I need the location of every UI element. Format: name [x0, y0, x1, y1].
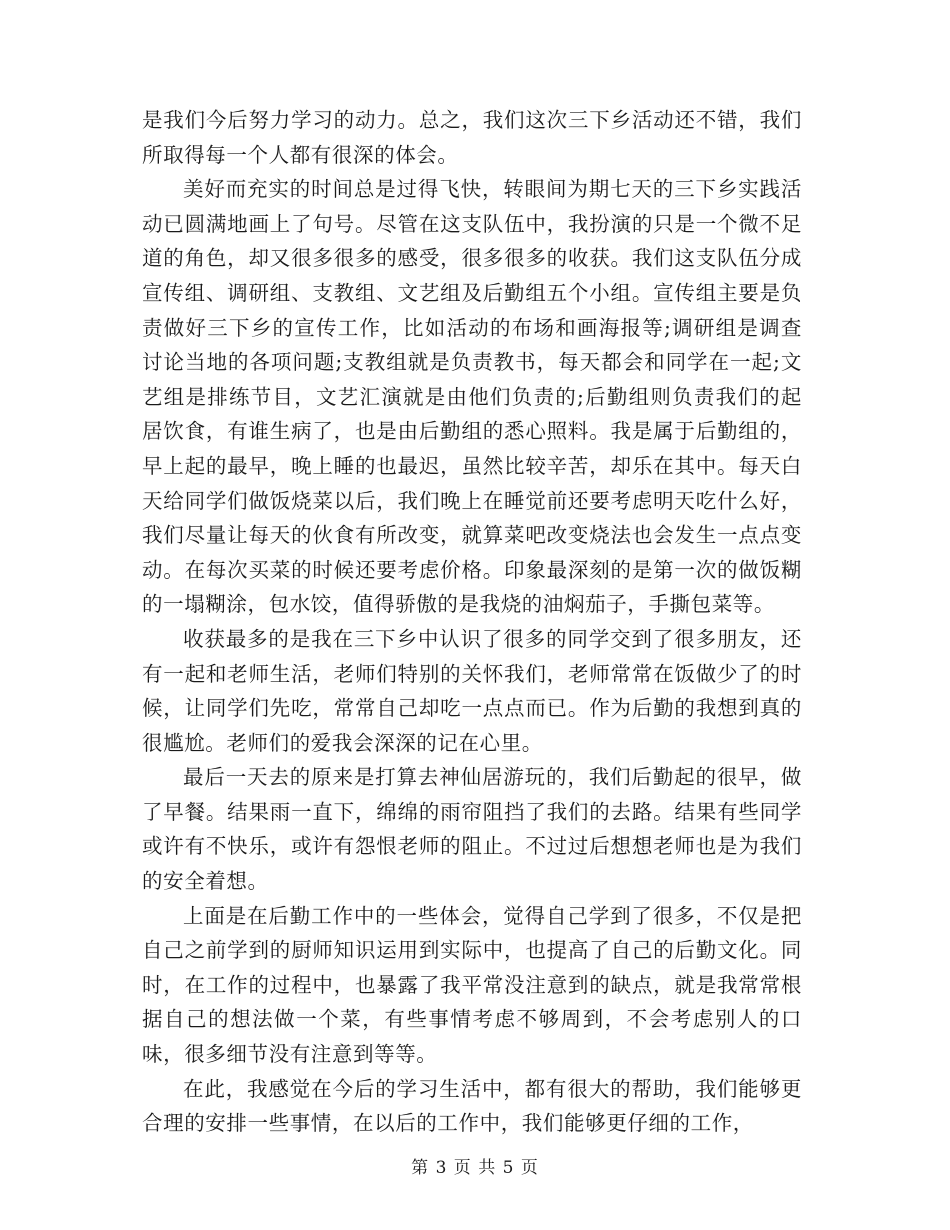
- paragraph-last-day: 最后一天去的原来是打算去神仙居游玩的，我们后勤起的很早，做了早餐。结果雨一直下，绵绵的雨帘阻挡了我们的去路。结果有些同学或许有不快乐，或许有怨恨老师的阻止。不过过后想想老师也是为我们的安全着想。: [142, 765, 802, 894]
- paragraph-continuation: 是我们今后努力学习的动力。总之，我们这次三下乡活动还不错，我们所取得每一个人都有很深的体会。: [142, 108, 802, 167]
- paragraph-activity-summary: 美好而充实的时间总是过得飞快，转眼间为期七天的三下乡实践活动已圆满地画上了句号。尽管在这支队伍中，我扮演的只是一个微不足道的角色，却又很多很多的感受，很多很多的收获。我们这支队伍分成宣传组、调研组、支教组、文艺组及后勤组五个小组。宣传组主要是负责做好三下乡的宣传工作，比如活动的布场和画海报等;调研组是调查讨论当地的各项问题;支教组就是负责教书，每天都会和同学在一起;文艺组是排练节目，文艺汇演就是由他们负责的;后勤组则负责我们的起居饮食，有谁生病了，也是由后勤组的悉心照料。我是属于后勤组的，早上起的最早，晚上睡的也最迟，虽然比较辛苦，却乐在其中。每天白天给同学们做饭烧菜以后，我们晚上在睡觉前还要考虑明天吃什么好，我们尽量让每天的伙食有所改变，就算菜吧改变烧法也会发生一点点变动。在每次买菜的时候还要考虑价格。印象最深刻的是第一次的做饭糊的一塌糊涂，包水饺，值得骄傲的是我烧的油焖茄子，手撕包菜等。: [142, 177, 802, 617]
- document-body: [142, 103, 802, 1141]
- paragraph-friends-teachers: 收获最多的是我在三下乡中认识了很多的同学交到了很多朋友，还有一起和老师生活，老师们特别的关怀我们，老师常常在饭做少了的时候，让同学们先吃，常常自己却吃一点点而已。作为后勤的我想到真的很尴尬。老师们的爱我会深深的记在心里。: [142, 626, 802, 755]
- paragraph-conclusion: 在此，我感觉在今后的学习生活中，都有很大的帮助，我们能够更合理的安排一些事情，在以后的工作中，我们能够更仔细的工作，: [142, 1076, 802, 1136]
- paragraph-reflection: 上面是在后勤工作中的一些体会，觉得自己学到了很多，不仅是把自己之前学到的厨师知识运用到实际中，也提高了自己的后勤文化。同时，在工作的过程中，也暴露了我平常没注意到的缺点，就是我常常根据自己的想法做一个菜，有些事情考虑不够周到，不会考虑别人的口味，很多细节没有注意到等等。: [142, 903, 802, 1067]
- page-number-footer: 第 3 页 共 5 页: [411, 1158, 539, 1178]
